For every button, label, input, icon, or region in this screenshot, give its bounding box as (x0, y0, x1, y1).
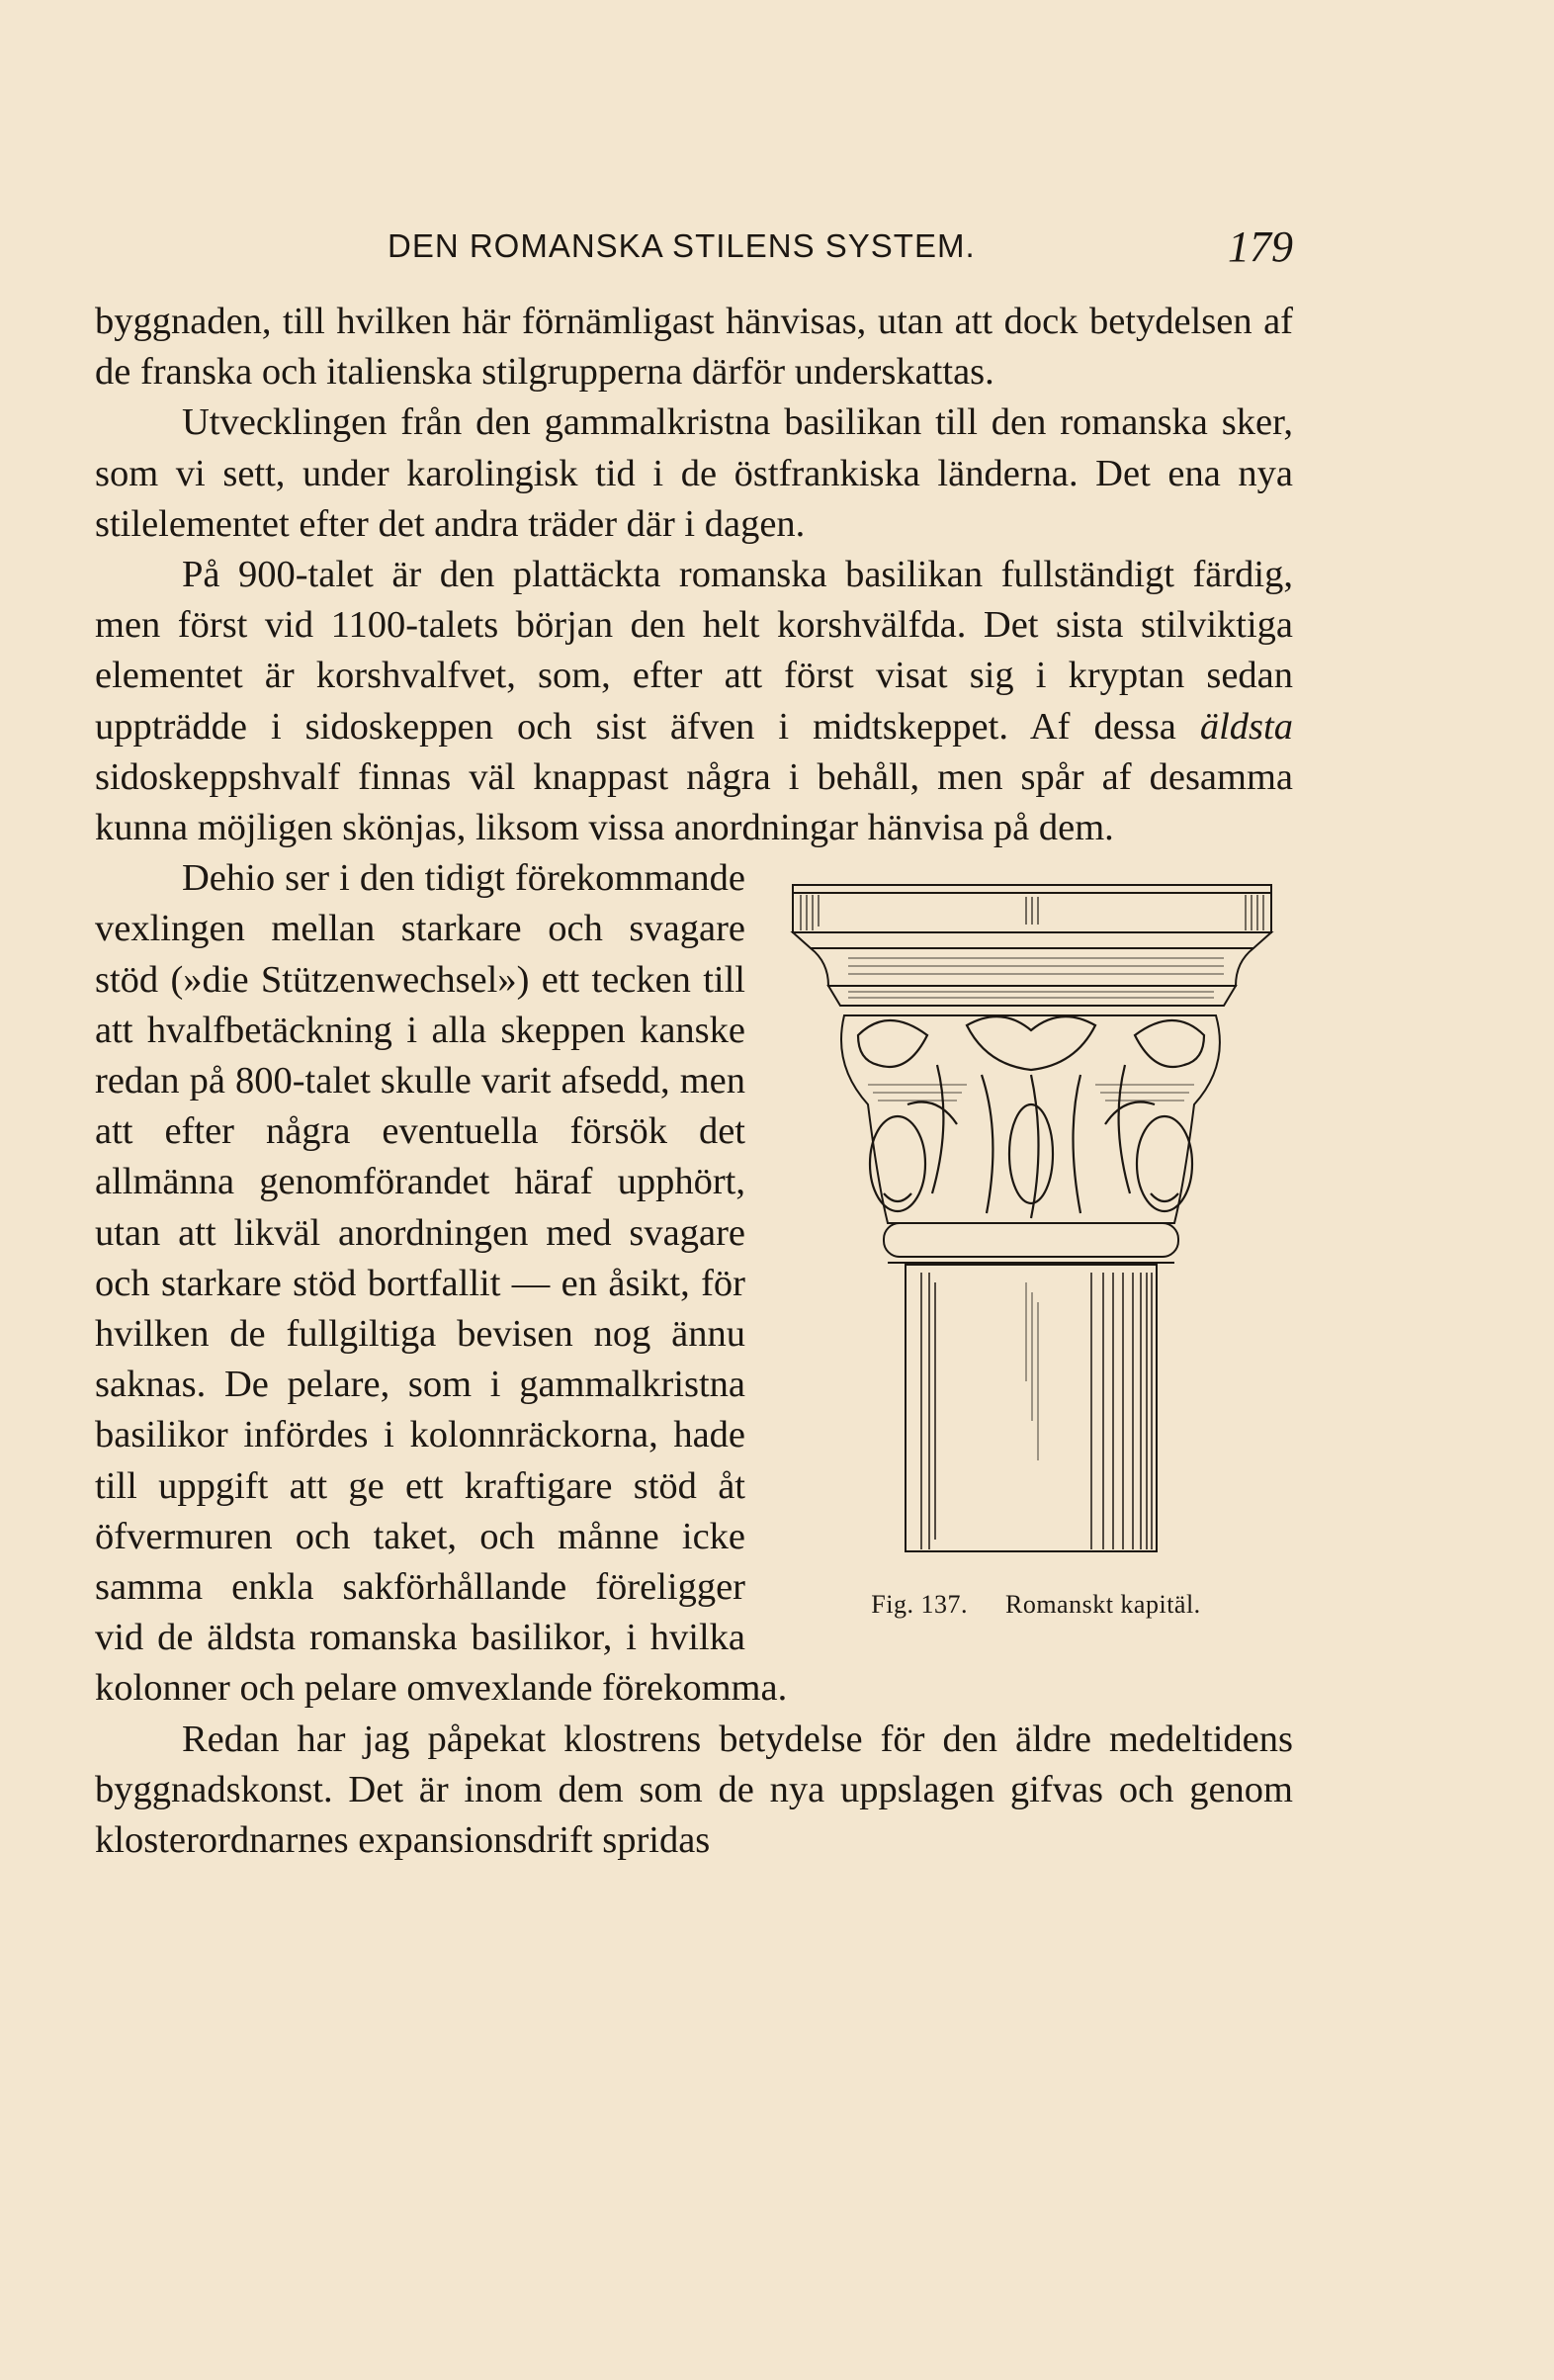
page-header (95, 221, 1293, 281)
emphasis-aldsta: äldsta (1199, 705, 1293, 748)
romanesque-capital-illustration (789, 867, 1283, 1559)
body-text (95, 297, 1293, 1866)
figure-caption-text: Romanskt kapitäl. (1004, 1590, 1201, 1620)
paragraph-2: Utvecklingen från den gammalkristna basilikan till den romanska sker, som vi sett, under karolingisk tid i de östfrankiska länderna. Det ena nya stilelementet efter det andra träder där i dagen. (95, 401, 1293, 545)
figure-caption (779, 1579, 1293, 1630)
paragraph-1: byggnaden, till hvilken här förnämligast hänvisas, utan att dock betydelsen af de franska och italienska stilgrupperna därför underskattas. (95, 301, 1293, 394)
moulding (793, 932, 1271, 948)
figure-137 (779, 867, 1293, 1636)
column-shaft (906, 1265, 1157, 1551)
page-number: 179 (1228, 222, 1293, 271)
running-head: DEN ROMANSKA STILENS SYSTEM. (388, 227, 976, 264)
capital-bell (841, 1015, 1220, 1223)
paragraph-3 (95, 550, 1293, 853)
paragraph-3-part-b: sidoskeppshvalf finnas väl knappast några i behåll, men spår af desamma kunna möjligen skönjas, liksom vissa anordningar hänvisa på dem. (95, 755, 1293, 849)
astragal (884, 1223, 1178, 1257)
paragraph-4: Dehio ser i den tidigt förekommande vexlingen mellan starkare och svagare stöd (»die Stützenwechsel») ett tecken till att hvalfbetäckning i alla skeppen kanske redan på 800-talet skulle varit afsedd, men att efter några eventuella försök det allmänna genomförandet häraf upphört, utan att likväl anordningen med svagare och starkare stöd bortfallit — en åsikt, för hvilken de fullgiltiga bevisen nog ännu saknas. De pelare, som i gammalkristna basilikor infördes i kolonnräckorna, hade till uppgift att ge ett kraftigare stöd åt öfvermuren och taket, och månne icke samma enkla sakförhållande föreligger vid de äldsta romanska basilikor, i hvilka kolonner och pelare omvexlande förekomma. (95, 857, 788, 1710)
paragraph-5: Redan har jag påpekat klostrens betydelse för den äldre medeltidens byggnadskonst. Det är inom dem som de nya uppslagen gifvas och genom klosterordnarnes expansionsdrift spridas (95, 1718, 1293, 1862)
figure-label: Fig. 137. (871, 1590, 968, 1620)
paragraph-3-part-a: På 900-talet är den plattäckta romanska basilikan fullständigt färdig, men först vid 1100-talets början den helt korshvälfda. Det sista stilviktiga elementet är korshvalfvet, som, efter att först visat sig i kryptan sedan uppträdde i sidoskeppen och sist äfven i midtskeppet. Af dessa (95, 554, 1293, 748)
